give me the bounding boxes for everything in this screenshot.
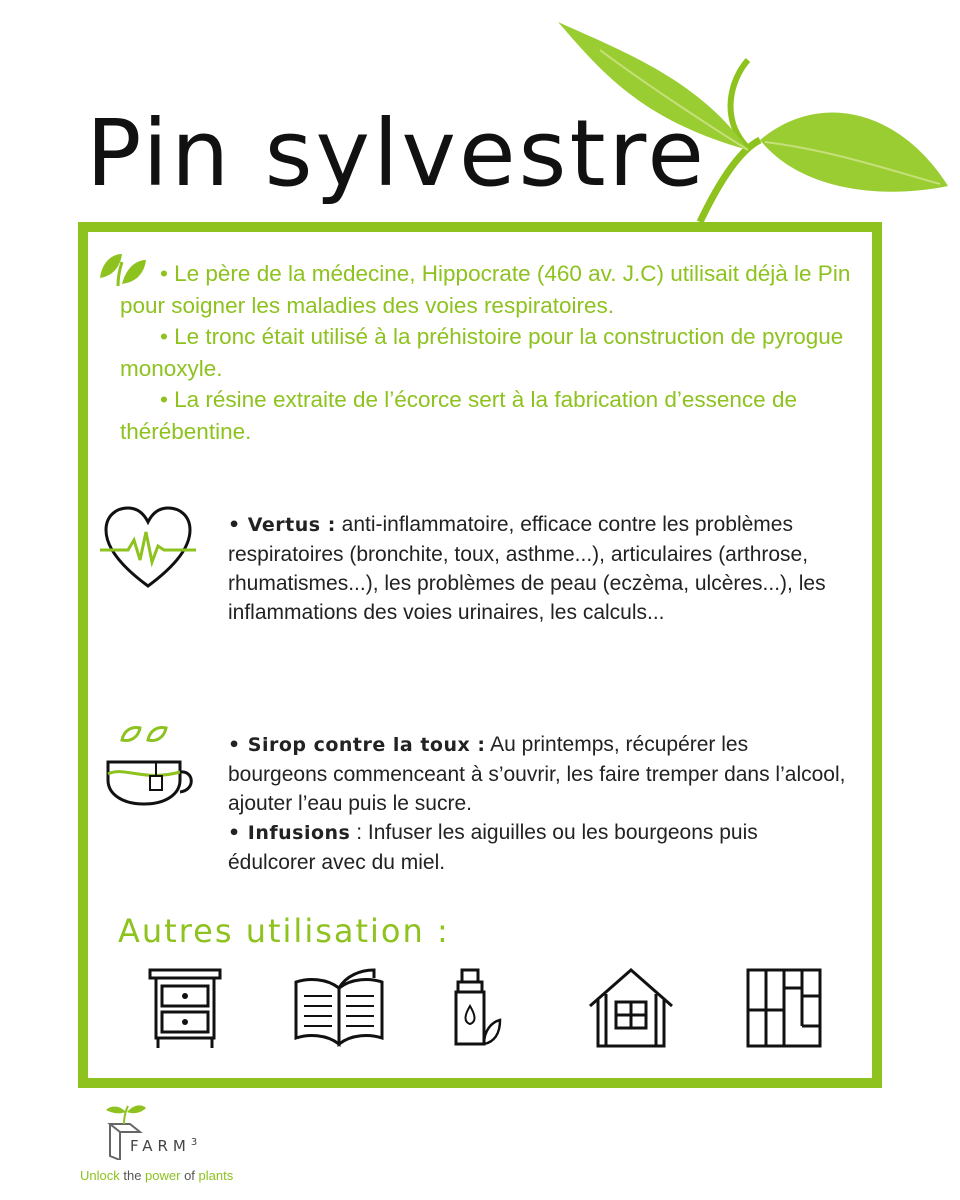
- vertus-text: anti-inflammatoire, efficace contre les problèmes respiratoires (bronchite, toux, asthme...), articulaires (arthrose, rhumatismes...), les problèmes de peau (eczèma, ulcères...), les inflammations des voies urinaires, les calculs...: [228, 513, 826, 624]
- vertus-block: [228, 510, 848, 627]
- vertus-label: • Vertus :: [228, 514, 336, 536]
- tagline-part-5: plants: [198, 1168, 234, 1183]
- history-text: [120, 258, 880, 447]
- history-line-3: • La résine extraite de l’écorce sert à la fabrication d’essence de thérébentine.: [120, 387, 797, 444]
- tea-cup-icon: [104, 722, 198, 812]
- history-line-1: • Le père de la médecine, Hippocrate (460 av. J.C) utilisait déjà le Pin pour soigner les maladies des voies respiratoires.: [120, 261, 851, 318]
- usage-block: [228, 730, 848, 877]
- book-icon: [290, 966, 388, 1050]
- tagline-part-1: Unlock: [80, 1168, 124, 1183]
- page-title: Pin sylvestre: [86, 100, 707, 207]
- sirop-label: • Sirop contre la toux :: [228, 734, 486, 756]
- infusions-text: : Infuser les aiguilles ou les bourgeons puis édulcorer avec du miel.: [228, 821, 758, 874]
- essential-oil-bottle-icon: [446, 966, 502, 1050]
- nightstand-icon: [148, 966, 222, 1050]
- tagline-part-2: the: [123, 1168, 146, 1183]
- tagline-part-3: power: [145, 1168, 185, 1183]
- brand-text: FARM: [130, 1137, 191, 1155]
- tagline-part-4: of: [184, 1168, 199, 1183]
- parquet-floor-icon: [744, 966, 824, 1050]
- sirop-text: Au printemps, récupérer les bourgeons commenceant à s’ouvrir, les faire tremper dans l’alcool, ajouter l’eau puis le sucre.: [228, 733, 846, 815]
- house-frame-icon: [586, 966, 676, 1050]
- other-uses-heading: Autres utilisation :: [118, 912, 450, 950]
- history-line-2: • Le tronc était utilisé à la préhistoire pour la construction de pyrogue monoxyle.: [120, 324, 844, 381]
- brand-superscript: 3: [190, 1137, 198, 1148]
- infusions-label: • Infusions: [228, 822, 351, 844]
- heart-pulse-icon: [98, 502, 198, 592]
- brand-name: [130, 1137, 197, 1155]
- tagline: [80, 1168, 233, 1183]
